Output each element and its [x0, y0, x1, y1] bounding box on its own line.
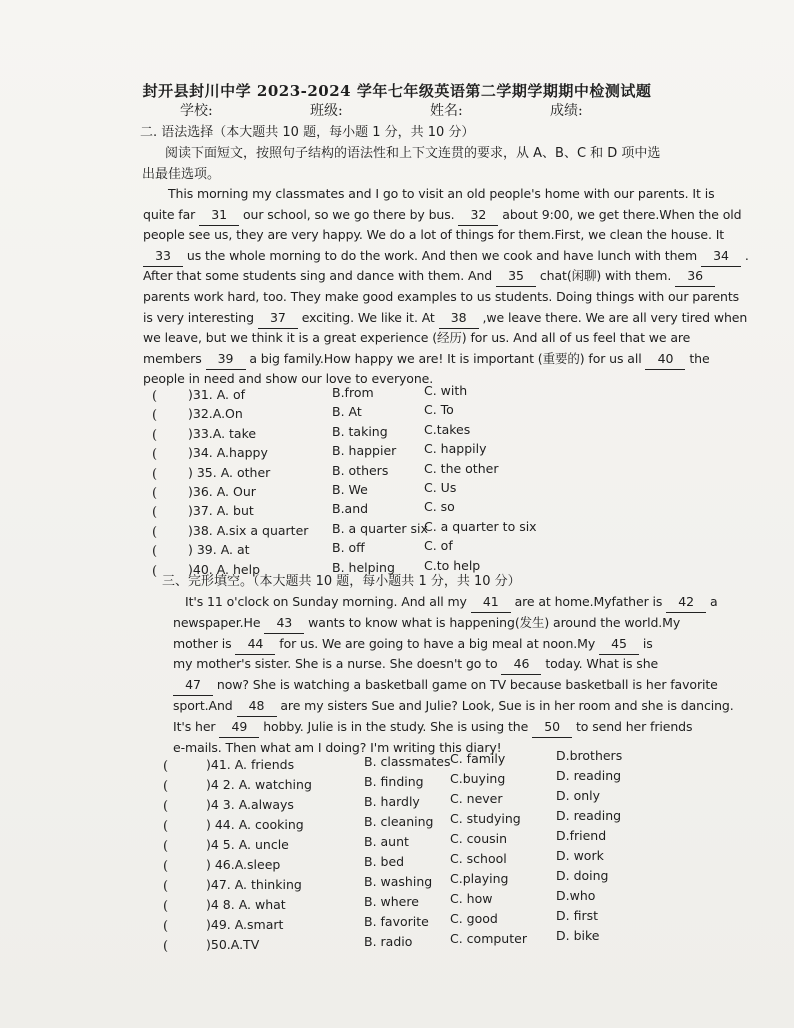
- question-option-c: C. happily: [424, 441, 487, 457]
- question-option-b: B. helping: [332, 559, 395, 575]
- section3-heading: 三、完形填空。（本大题共 10 题，每小题共 1 分，共 10 分）: [162, 574, 521, 589]
- passage-text: hobby. Julie is in the study. She is using the: [259, 718, 533, 734]
- passage-line: [143, 308, 747, 329]
- answer-bracket[interactable]: (: [163, 799, 169, 814]
- answer-bracket[interactable]: (: [163, 779, 169, 794]
- passage-text: chat(闲聊) with them.: [536, 268, 676, 284]
- school-label: 学校:: [180, 103, 213, 119]
- question-option-a: )4 3. A.always: [206, 797, 294, 812]
- question-option-c: C.playing: [450, 871, 509, 886]
- question-option-a: )40. A. help: [188, 561, 261, 577]
- passage-text: is: [639, 635, 653, 651]
- class-label: 班级:: [310, 103, 343, 119]
- answer-bracket[interactable]: (: [152, 447, 158, 463]
- answer-bracket[interactable]: (: [152, 544, 158, 560]
- passage-text: This morning my classmates and I go to visit an old people's home with our parents. It is: [168, 186, 715, 201]
- answer-blank: 42: [666, 592, 706, 613]
- question-option-b: B. finding: [364, 774, 424, 789]
- answer-bracket[interactable]: (: [163, 859, 169, 874]
- section2-instruction-cont: 出最佳选项。: [142, 167, 221, 182]
- question-option-a: ) 46.A.sleep: [206, 857, 281, 872]
- passage-text: members: [143, 350, 206, 366]
- name-label: 姓名:: [430, 103, 463, 119]
- passage-text: are at home.Myfather is: [510, 594, 667, 609]
- answer-blank: 31: [199, 205, 239, 226]
- question-option-c: C. never: [450, 791, 503, 806]
- answer-bracket[interactable]: (: [152, 389, 158, 404]
- passage-text: mother is: [173, 635, 236, 651]
- answer-blank: 37: [258, 308, 298, 329]
- answer-bracket[interactable]: (: [163, 879, 169, 894]
- passage-line: [143, 349, 710, 370]
- question-option-d: D.friend: [556, 828, 607, 843]
- passage-text: .: [740, 247, 749, 263]
- passage-line: [143, 246, 749, 267]
- answer-bracket[interactable]: (: [152, 427, 158, 443]
- passage-line: [143, 205, 741, 226]
- question-option-a: )32.A.On: [188, 406, 243, 422]
- answer-blank: 49: [219, 717, 259, 738]
- question-option-b: B. favorite: [364, 914, 429, 929]
- passage-line: [185, 592, 718, 613]
- question-option-c: C. so: [424, 499, 455, 515]
- passage-text: my mother's sister. She is a nurse. She doesn't go to: [173, 656, 502, 672]
- question-option-c: C. To: [424, 402, 454, 418]
- question-option-c: C.buying: [450, 771, 506, 786]
- question-option-b: B. aunt: [364, 834, 409, 849]
- answer-bracket[interactable]: (: [152, 408, 158, 424]
- passage-line: [173, 634, 653, 655]
- question-option-b: B. where: [364, 894, 419, 909]
- question-option-c: C. good: [450, 911, 498, 926]
- answer-blank: 33: [143, 246, 183, 267]
- passage-line: [173, 675, 718, 696]
- question-option-d: D. only: [556, 788, 601, 803]
- passage-text: It's 11 o'clock on Sunday morning. And all my: [185, 594, 471, 609]
- question-option-a: )33.A. take: [188, 425, 257, 441]
- answer-bracket[interactable]: (: [152, 563, 158, 579]
- question-option-b: B. We: [332, 482, 368, 497]
- answer-bracket[interactable]: (: [163, 939, 169, 954]
- passage-line: [143, 328, 690, 348]
- question-option-d: D. bike: [556, 928, 600, 943]
- answer-bracket[interactable]: (: [152, 466, 158, 482]
- question-option-d: D.brothers: [556, 748, 623, 763]
- question-option-a: )37. A. but: [188, 503, 254, 519]
- passage-text: is very interesting: [143, 309, 258, 325]
- question-option-b: B. classmates: [364, 754, 451, 769]
- answer-blank: 35: [496, 266, 536, 287]
- passage-text: are my sisters Sue and Julie? Look, Sue is in her room and she is dancing.: [276, 698, 734, 713]
- question-option-b: B. bed: [364, 854, 405, 869]
- question-option-b: B.from: [332, 385, 374, 400]
- question-option-c: C. computer: [450, 931, 527, 946]
- answer-bracket[interactable]: (: [152, 505, 158, 521]
- question-option-c: C. how: [450, 891, 493, 906]
- question-option-b: B. cleaning: [364, 814, 434, 829]
- passage-text: a: [706, 594, 718, 609]
- question-option-d: D. first: [556, 908, 598, 923]
- question-option-b: B. radio: [364, 934, 413, 949]
- passage-text: the: [685, 350, 710, 366]
- answer-blank: 43: [264, 613, 304, 634]
- question-option-c: C.to help: [424, 557, 481, 573]
- question-option-c: C. family: [450, 751, 506, 766]
- question-option-d: D.who: [556, 888, 596, 903]
- passage-text: for us. We are going to have a big meal at noon.My: [275, 635, 599, 651]
- question-option-b: B. taking: [332, 423, 388, 439]
- question-option-d: D. reading: [556, 808, 622, 823]
- passage-text: parents work hard, too. They make good examples to us students. Doing things with our parents: [143, 289, 740, 304]
- question-option-c: C. school: [450, 851, 507, 866]
- question-option-a: ) 39. A. at: [188, 542, 250, 558]
- question-option-a: )41. A. friends: [206, 757, 295, 772]
- question-option-a: ) 35. A. other: [188, 464, 271, 480]
- question-option-c: C. of: [424, 538, 453, 554]
- passage-text: our school, so we go there by bus.: [239, 206, 459, 222]
- passage-text: e-mails. Then what am I doing? I'm writing this diary!: [173, 739, 502, 755]
- passage-text: newspaper.He: [173, 614, 265, 630]
- passage-text: sport.And: [173, 698, 237, 713]
- question-option-c: C. with: [424, 383, 468, 398]
- passage-line: [173, 654, 658, 675]
- question-option-b: B.and: [332, 501, 369, 517]
- question-option-a: ) 44. A. cooking: [206, 817, 304, 832]
- passage-text: exciting. We like it. At: [297, 309, 439, 325]
- answer-blank: 50: [532, 717, 572, 738]
- question-option-a: )47. A. thinking: [206, 877, 302, 892]
- answer-blank: 48: [237, 696, 277, 717]
- question-option-b: B. off: [332, 540, 365, 556]
- passage-text: wants to know what is happening(发生) around the world.My: [304, 614, 681, 630]
- question-option-b: B. At: [332, 404, 362, 420]
- question-option-d: D. reading: [556, 768, 622, 783]
- passage-text: we leave, but we think it is a great experience (经历) for us. And all of us feel that we are: [143, 330, 691, 346]
- question-option-b: B. hardly: [364, 794, 420, 809]
- passage-text: now? She is watching a basketball game on TV because basketball is her favorite: [213, 677, 718, 693]
- answer-bracket[interactable]: (: [163, 899, 169, 914]
- answer-bracket[interactable]: (: [163, 819, 169, 834]
- exam-title: 封开县封川中学 2023-2024 学年七年级英语第二学期学期期中检测试题: [142, 82, 652, 100]
- passage-line: [143, 369, 433, 389]
- question-option-b: B. washing: [364, 874, 433, 889]
- passage-text: about 9:00, we get there.When the old: [498, 206, 742, 222]
- section2-instruction: 阅读下面短文，按照句子结构的语法性和上下文连贯的要求，从 A、B、C 和 D 项中选: [165, 146, 661, 161]
- passage-line: [143, 287, 739, 307]
- question-option-c: C. cousin: [450, 831, 508, 846]
- answer-bracket[interactable]: (: [152, 524, 158, 540]
- passage-text: After that some students sing and dance with them. And: [143, 268, 496, 284]
- question-option-c: C.takes: [424, 421, 471, 437]
- score-label: 成绩:: [550, 103, 583, 119]
- question-option-c: C. a quarter to six: [424, 518, 537, 534]
- question-option-c: C. the other: [424, 460, 499, 476]
- question-option-a: )31. A. of: [188, 387, 246, 402]
- passage-text: a big family.How happy we are! It is important (重要的) for us all: [245, 350, 646, 366]
- question-option-a: )34. A.happy: [188, 445, 268, 461]
- passage-text: to send her friends: [572, 718, 693, 734]
- answer-blank: 47: [173, 675, 213, 696]
- question-option-d: D. work: [556, 848, 604, 863]
- passage-text: It's her: [173, 718, 220, 734]
- answer-blank: 36: [675, 266, 715, 287]
- question-option-b: B. others: [332, 462, 389, 478]
- question-option-d: D. doing: [556, 868, 609, 883]
- question-option-c: C. Us: [424, 480, 457, 495]
- question-option-b: B. a quarter six: [332, 520, 428, 536]
- question-option-a: )50.A.TV: [206, 937, 260, 952]
- passage-line: [173, 613, 680, 634]
- answer-bracket[interactable]: (: [163, 919, 169, 934]
- answer-blank: 46: [501, 654, 541, 675]
- passage-text: today. What is she: [541, 656, 659, 672]
- answer-blank: 39: [206, 349, 246, 370]
- question-option-a: )38. A.six a quarter: [188, 522, 309, 538]
- question-option-a: )36. A. Our: [188, 484, 256, 499]
- question-option-a: )49. A.smart: [206, 917, 284, 932]
- answer-blank: 32: [458, 205, 498, 226]
- student-info-fields: [180, 100, 660, 120]
- answer-bracket[interactable]: (: [163, 839, 169, 854]
- question-option-a: )4 2. A. watching: [206, 777, 312, 792]
- question-option-c: C. studying: [450, 811, 521, 826]
- passage-line: [168, 184, 714, 204]
- answer-blank: 40: [645, 349, 685, 370]
- question-option-a: )4 8. A. what: [206, 897, 286, 912]
- section2-heading: 二. 语法选择（本大题共 10 题，每小题 1 分，共 10 分）: [140, 125, 475, 140]
- answer-blank: 45: [599, 634, 639, 655]
- passage-text: us the whole morning to do the work. And then we cook and have lunch with them: [183, 247, 701, 263]
- passage-text: ,we leave there. We are all very tired when: [478, 309, 748, 325]
- passage-line: [143, 266, 715, 287]
- passage-line: [173, 696, 734, 717]
- answer-blank: 34: [701, 246, 741, 267]
- answer-blank: 44: [235, 634, 275, 655]
- question-option-b: B. happier: [332, 443, 397, 459]
- passage-line: [143, 225, 724, 245]
- answer-blank: 38: [439, 308, 479, 329]
- passage-text: people in need and show our love to everyone.: [143, 371, 434, 387]
- question-option-a: )4 5. A. uncle: [206, 837, 289, 852]
- passage-line: [173, 717, 692, 738]
- answer-bracket[interactable]: (: [163, 759, 169, 774]
- answer-blank: 41: [471, 592, 511, 613]
- passage-text: people see us, they are very happy. We do a lot of things for them.First, we clean the house. It: [143, 227, 725, 243]
- passage-text: quite far: [143, 206, 200, 222]
- answer-bracket[interactable]: (: [152, 486, 158, 501]
